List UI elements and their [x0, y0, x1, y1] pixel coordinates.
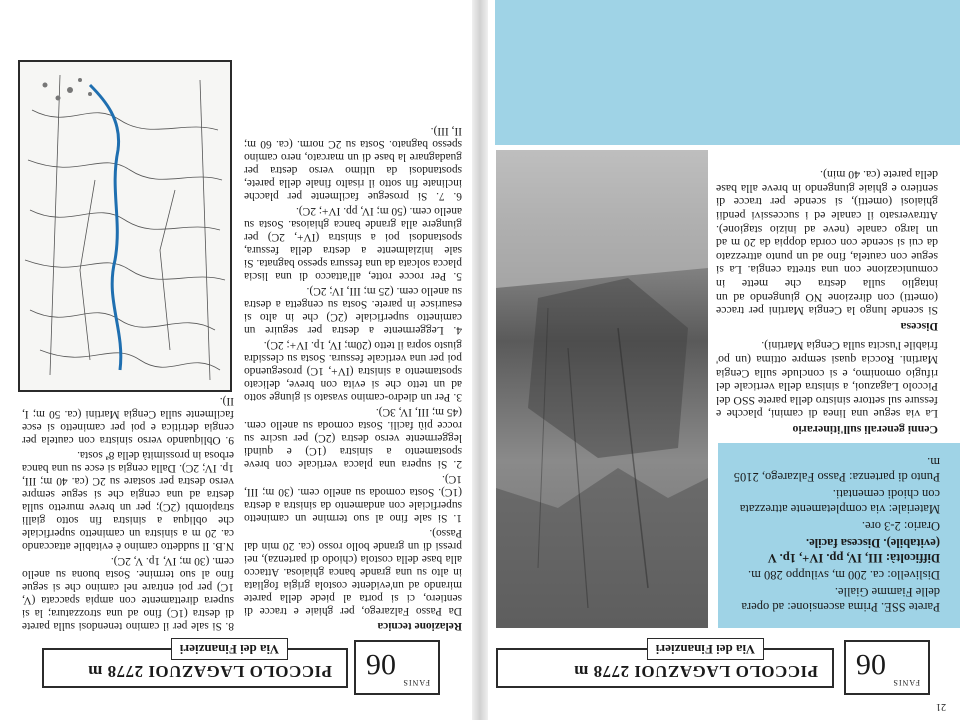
technical-column-1	[244, 122, 462, 632]
route-map	[18, 60, 232, 392]
rock-face-image	[496, 150, 708, 628]
technical-paragraph: 5. Per rocce rotte, all'attacco di una liscia placca solcata da una fessura spesso bagnata. Si sale inizialmente a destra della fessura, spostandosi poi a sinistra (IV+, 2C) per giungere alla grande banca ghiaiosa. Sosta su anello cem. (50 m; IV, pp. IV+; 2C).	[244, 205, 462, 282]
section-tab-number: 06	[856, 648, 886, 681]
route-title: PICCOLO LAGAZUOI 2778 m	[573, 662, 818, 681]
section-tab-right-label: FANIS	[402, 678, 430, 687]
route-line	[90, 85, 121, 370]
page-number: 21	[936, 701, 946, 712]
route-topo-drawing	[20, 62, 230, 390]
info-difficolta: Difficoltà: III, IV, pp. IV+, 1p. V (evitabile). Discesa facile.	[767, 536, 940, 565]
mountain-photo	[496, 150, 708, 628]
technical-column-2	[22, 392, 234, 632]
technical-paragraph: 1. Si sale fino al suo termine un caminetto superficiale con andamento da sinistra a destra (1C). Sosta comoda su anello cem. (30 m; III, 1C).	[244, 473, 462, 524]
info-materiale: Materiale: via completamente attrezzata con chiodi cementati.	[739, 487, 940, 516]
left-page-bottom-band	[495, 0, 960, 145]
cenni-heading: Cenni generali sull'itinerario	[792, 423, 938, 437]
route-title-right: PICCOLO LAGAZUOI 2778 m	[87, 662, 332, 681]
technical-paragraph: 9. Obliquando verso sinistra con cautela per cengia detritica e poi per caminetto si esce facilmente sulla Cengia Martini (ca. 50 m; I, II).	[22, 395, 234, 446]
technical-paragraph: 3. Per un diedro-camino svasato si giunge sotto ad un tetto che si evita con breve, delicato spostamento a sinistra (IV+, 1C) proseguendo poi per una verticale fessura. Sosta su clessidra giusto sopra il tetto (20m; IV, 1p. IV+; 2C).	[244, 339, 462, 403]
relazione-heading: Relazione tecnica	[377, 620, 462, 632]
technical-paragraph: 8. Si sale per il camino tenendosi sulla parete di destra (1C) fino ad una strozzatura; la si supera direttamente con ampia spaccata (V, 1C) per poi entrare nel camino che si segue fino al suo termine. Sosta buona su anello cem. (30 m; IV, 1p. V, 2C).	[22, 555, 234, 632]
info-partenza: Punto di partenza: Passo Falzarego, 2105 m.	[733, 455, 940, 484]
cenni-text: La via segue una linea di camini, placche e fessure sul settore sinistro della parete SSO del Piccolo Lagazuoi, a sinistra della verticale del rifugio omonimo, e si conclude sulla Cengia Martini. Roccia quasi sempre ottima (un po' friabile l'uscita sulla Cengia Martini).	[716, 339, 938, 422]
technical-paragraph: Da Passo Falzarego, per ghiaie e tracce di sentiero, ci si porta al piede della parete mirando ad un'evidente costola grigia fogliata in alto su una grande banca ghiaiosa. Attacco alla base della costola (chiodo di partenza), nei pressi di un grande bollo rosso (ca. 20 min dal Passo).	[244, 527, 462, 617]
cenni-section	[716, 166, 938, 436]
discesa-heading: Discesa	[900, 319, 938, 334]
section-tab	[844, 640, 930, 695]
info-dislivello: Dislivello: ca. 200 m, sviluppo 280 m.	[747, 568, 940, 582]
section-tab-right	[354, 640, 440, 695]
info-intro: Parete SSE. Prima ascensione: ad opera delle Fiamme Gialle.	[741, 585, 940, 614]
route-subtitle: Via dei Finanzieri	[647, 638, 764, 660]
route-subtitle-right: Via dei Finanzieri	[171, 638, 288, 660]
spine-shadow	[472, 0, 488, 720]
technical-paragraph: 6. 7. Si prosegue facilmente per placche inclinate fin sotto il risalto finale della parete, spostandosi da ultimo verso destra per guadagnare la base di un marcato, nero camino spesso bagnato. Sosta su 2C norm. (ca. 60 m; II, III).	[244, 125, 462, 202]
section-tab-right-number: 06	[366, 648, 396, 681]
technical-paragraph: N.B. Il suddetto camino è evitabile attaccando ca. 20 m a sinistra un caminetto superficiale che obliqua a sinistra fin sotto gialli strapiombi (2C); per un breve muretto sulla destra ad una cengia che si segue sempre verso destra per sostare su 2C (ca. 40 m; III, 1p. IV; 2C). Dalla cengia si esce su una banca erbosa in prossimità della 8ª sosta.	[22, 449, 234, 552]
technical-paragraph: 2. Si supera una placca verticale con breve spostamento a sinistra (1C) e quindi leggermente verso destra (2C) per uscire su rocce più facili. Sosta comoda su anello cem. (45 m; III, IV, 3C).	[244, 406, 462, 470]
technical-paragraph: 4. Leggermente a destra per seguire un caminetto superficiale (2C) che in alto si esaurisce in parete. Sosta su cengetta a destra su anello cem. (25 m; III, IV; 2C).	[244, 285, 462, 336]
info-orario: Orario: 2-3 ore.	[861, 519, 940, 533]
discesa-text: Si scende lungo la Cengia Martini per tracce (ometti) con direzione NO giungendo ad un intaglio sulla destra che mette in comunicazione con una stretta cengia. La si segue con cautela, fino ad un punto attrezzato da cui si scende con corda doppia da 20 m ad un largo canale (neve ad inizio stagione). Attraversato il canale ed i successivi pendii ghiaiosi (ometti), si scende per tracce di sentiero e ghiaie giungendo in breve alla base della parete (ca. 40 min).	[716, 168, 938, 319]
section-tab-label: FANIS	[892, 678, 920, 687]
route-info-box	[718, 443, 960, 628]
